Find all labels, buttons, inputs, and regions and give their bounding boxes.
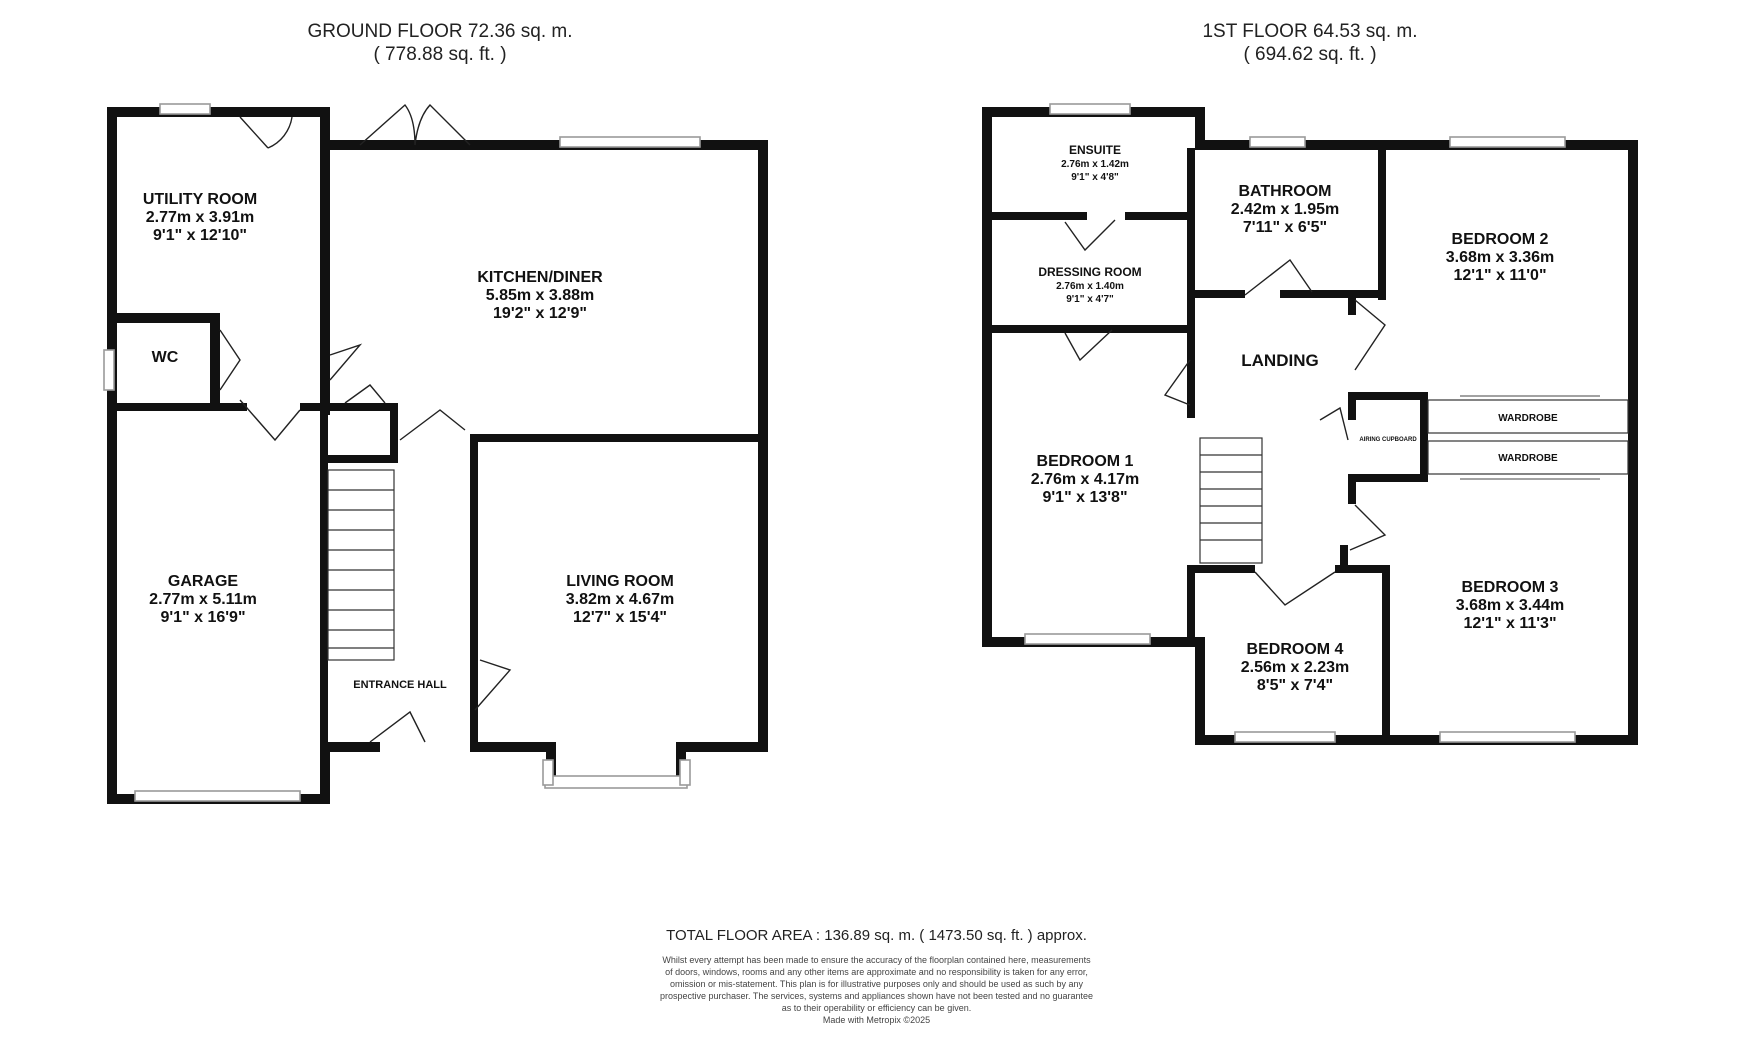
first-floor-wardrobes — [1428, 396, 1628, 479]
ground-floor-stairs — [328, 470, 394, 660]
bedroom-2-metric: 3.68m x 3.36m — [1445, 249, 1555, 266]
disclaimer-line: of doors, windows, rooms and any other items are approximate and no responsibility is taken for any error, — [665, 967, 1088, 977]
bedroom-4-imperial: 8'5" x 7'4" — [1256, 677, 1334, 694]
kitchen-imperial: 19'2" x 12'9" — [493, 305, 587, 322]
dressing-room-imperial: 9'1" x 4'7" — [1066, 294, 1114, 305]
garage-metric: 2.77m x 5.11m — [149, 591, 257, 608]
ensuite-imperial: 9'1" x 4'8" — [1071, 172, 1119, 183]
bedroom-3-metric: 3.68m x 3.44m — [1455, 597, 1565, 614]
bedroom-3-name: BEDROOM 3 — [1461, 579, 1559, 596]
first-floor-title: 1ST FLOOR 64.53 sq. m. — [1202, 21, 1418, 42]
dressing-room-name: DRESSING ROOM — [1038, 265, 1142, 279]
landing-name: LANDING — [1241, 351, 1319, 370]
kitchen-name: KITCHEN/DINER — [477, 269, 603, 286]
bedroom-3-imperial: 12'1" x 11'3" — [1463, 615, 1557, 632]
first-floor-plan — [982, 104, 1638, 745]
bedroom-2-name: BEDROOM 2 — [1451, 231, 1549, 248]
utility-room-metric: 2.77m x 3.91m — [145, 209, 255, 226]
ensuite-name: ENSUITE — [1068, 143, 1122, 157]
living-room-metric: 3.82m x 4.67m — [565, 591, 675, 608]
bathroom-imperial: 7'11" x 6'5" — [1242, 219, 1328, 236]
disclaimer-line: omission or mis-statement. This plan is for illustrative purposes only and should be used as such by any — [669, 979, 1084, 989]
total-floor-area: TOTAL FLOOR AREA : 136.89 sq. m. ( 1473.50 sq. ft. ) approx. — [666, 927, 1087, 944]
bedroom-1-name: BEDROOM 1 — [1036, 453, 1134, 470]
garage-imperial: 9'1" x 16'9" — [160, 609, 246, 626]
disclaimer — [0, 954, 1753, 1026]
disclaimer-line: Whilst every attempt has been made to ensure the accuracy of the floorplan contained here, measurements — [662, 955, 1091, 965]
airing-cupboard-name: AIRING CUPBOARD — [1359, 437, 1417, 443]
bathroom-name: BATHROOM — [1238, 183, 1332, 200]
living-room-name: LIVING ROOM — [566, 573, 674, 590]
ground-floor-title: GROUND FLOOR 72.36 sq. m. — [307, 21, 573, 42]
bedroom-1-metric: 2.76m x 4.17m — [1030, 471, 1140, 488]
ensuite-metric: 2.76m x 1.42m — [1061, 159, 1129, 170]
disclaimer-line: prospective purchaser. The services, systems and appliances shown have not been tested and no guarantee — [659, 991, 1094, 1001]
first-floor-stairs — [1200, 438, 1262, 563]
bedroom-1-imperial: 9'1" x 13'8" — [1042, 489, 1128, 506]
kitchen-metric: 5.85m x 3.88m — [485, 287, 595, 304]
ground-floor-subtitle: ( 778.88 sq. ft. ) — [373, 44, 507, 65]
bedroom-4-name: BEDROOM 4 — [1246, 641, 1344, 658]
ground-floor-plan — [104, 104, 768, 804]
bedroom-4-metric: 2.56m x 2.23m — [1240, 659, 1350, 676]
wardrobe-1-name: WARDROBE — [1498, 413, 1558, 424]
disclaimer-line: as to their operability or efficiency can be given. — [781, 1003, 972, 1013]
entrance-hall-name: ENTRANCE HALL — [353, 679, 447, 691]
living-room-imperial: 12'7" x 15'4" — [573, 609, 667, 626]
wc-name: WC — [151, 349, 179, 366]
bedroom-2-imperial: 12'1" x 11'0" — [1453, 267, 1547, 284]
utility-room-imperial: 9'1" x 12'10" — [153, 227, 247, 244]
disclaimer-credit: Made with Metropix ©2025 — [822, 1015, 931, 1025]
wardrobe-2-name: WARDROBE — [1498, 453, 1558, 464]
first-floor-subtitle: ( 694.62 sq. ft. ) — [1243, 44, 1377, 65]
bathroom-metric: 2.42m x 1.95m — [1230, 201, 1340, 218]
garage-name: GARAGE — [167, 573, 239, 590]
dressing-room-metric: 2.76m x 1.40m — [1056, 281, 1124, 292]
utility-room-name: UTILITY ROOM — [142, 191, 258, 208]
